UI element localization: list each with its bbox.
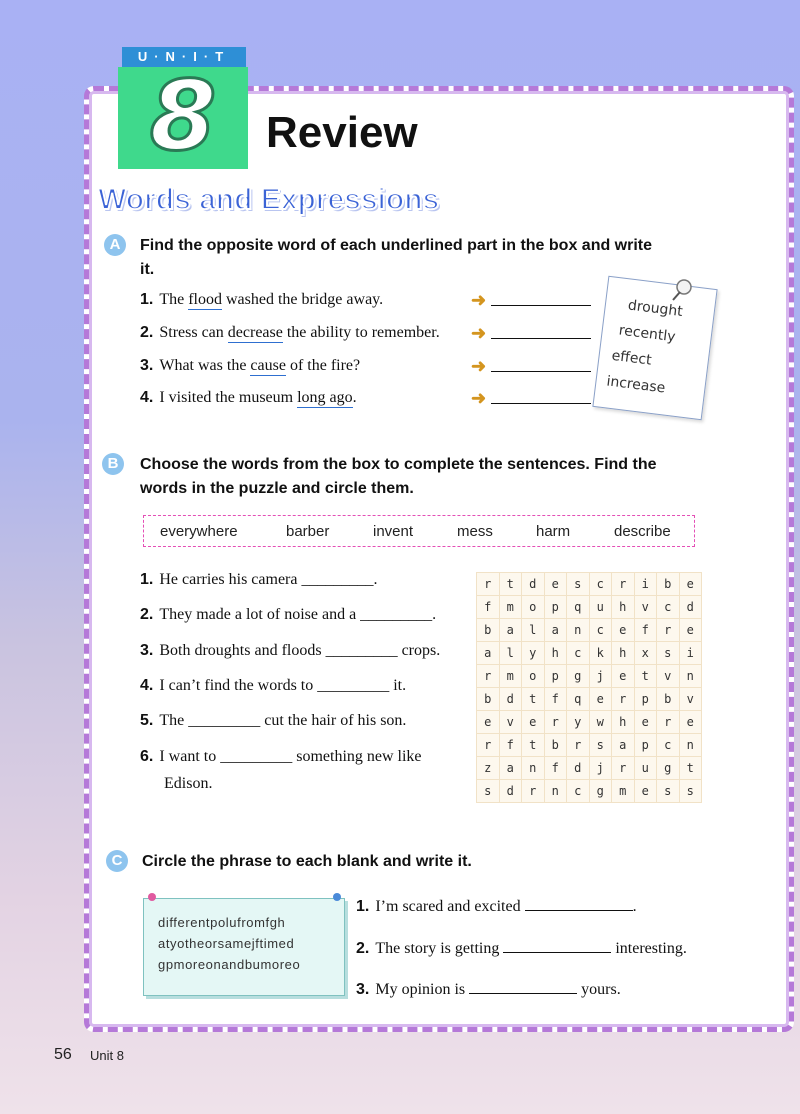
underlined-word: cause xyxy=(250,357,286,374)
puzzle-cell[interactable]: l xyxy=(522,619,545,642)
section-b-sentence-5 xyxy=(140,712,406,730)
puzzle-cell[interactable]: s xyxy=(679,780,702,803)
puzzle-cell[interactable]: r xyxy=(477,734,500,757)
section-a-instruction xyxy=(140,234,710,282)
puzzle-cell[interactable]: m xyxy=(612,780,635,803)
puzzle-cell[interactable]: e xyxy=(679,619,702,642)
puzzle-row xyxy=(477,688,702,711)
puzzle-cell[interactable]: b xyxy=(544,734,567,757)
answer-line-3[interactable] xyxy=(471,356,591,377)
item-text: yours. xyxy=(577,981,621,998)
puzzle-cell[interactable]: j xyxy=(589,757,612,780)
puzzle-cell[interactable]: v xyxy=(634,596,657,619)
puzzle-cell[interactable]: r xyxy=(567,734,590,757)
sentence-text: They made a lot of noise and a _________. xyxy=(159,606,437,623)
page-number: 56 xyxy=(54,1046,72,1063)
puzzle-cell[interactable]: a xyxy=(544,619,567,642)
item-text: of the fire? xyxy=(285,357,361,374)
answer-line-2[interactable] xyxy=(471,323,591,344)
blank[interactable] xyxy=(525,896,633,911)
puzzle-cell[interactable]: g xyxy=(567,665,590,688)
puzzle-cell[interactable]: e xyxy=(589,688,612,711)
puzzle-cell[interactable]: r xyxy=(477,665,500,688)
puzzle-cell[interactable]: e xyxy=(612,665,635,688)
puzzle-cell[interactable]: w xyxy=(589,711,612,734)
arrow-right-icon: ➜ xyxy=(471,356,487,376)
section-title: Words and Expressions xyxy=(98,183,440,216)
puzzle-cell[interactable]: t xyxy=(522,688,545,711)
puzzle-cell[interactable]: j xyxy=(589,665,612,688)
arrow-right-icon: ➜ xyxy=(471,323,487,343)
underlined-word: long ago xyxy=(297,389,353,406)
section-a-instruction-line2: it. xyxy=(140,261,155,278)
item-number: 4. xyxy=(140,389,154,406)
puzzle-cell[interactable]: r xyxy=(477,573,500,596)
puzzle-cell[interactable]: s xyxy=(567,573,590,596)
underlined-word: flood xyxy=(188,291,222,308)
puzzle-row xyxy=(477,734,702,757)
section-b-sentence-6-cont: Edison. xyxy=(164,775,213,792)
word-search-puzzle[interactable] xyxy=(476,572,702,803)
puzzle-cell[interactable]: c xyxy=(567,642,590,665)
section-c-item-1 xyxy=(356,896,637,916)
unit-number: 8 xyxy=(149,60,217,172)
note-word: recently xyxy=(617,322,677,346)
puzzle-cell[interactable]: c xyxy=(657,596,680,619)
section-b-sentence-4 xyxy=(140,677,406,695)
word-note xyxy=(592,276,717,420)
section-c-item-3 xyxy=(356,979,621,999)
item-number: 1. xyxy=(140,571,154,588)
puzzle-cell[interactable]: o xyxy=(522,596,545,619)
item-text: Stress can xyxy=(159,324,228,341)
section-b-sentence-3 xyxy=(140,642,440,660)
puzzle-cell[interactable]: o xyxy=(522,665,545,688)
puzzle-cell[interactable]: d xyxy=(499,688,522,711)
puzzle-cell[interactable]: m xyxy=(499,665,522,688)
puzzle-cell[interactable]: i xyxy=(679,642,702,665)
unit-label: U·N·I·T xyxy=(122,47,246,67)
puzzle-cell[interactable]: f xyxy=(499,734,522,757)
puzzle-cell[interactable]: r xyxy=(657,711,680,734)
puzzle-cell[interactable]: f xyxy=(544,688,567,711)
section-b-badge: B xyxy=(102,453,124,475)
puzzle-cell[interactable]: u xyxy=(634,757,657,780)
puzzle-cell[interactable]: r xyxy=(657,619,680,642)
puzzle-cell[interactable]: u xyxy=(589,596,612,619)
puzzle-cell[interactable]: n xyxy=(679,734,702,757)
item-number: 2. xyxy=(356,940,370,957)
answer-line-1[interactable] xyxy=(471,290,591,311)
blank[interactable] xyxy=(491,389,591,404)
puzzle-cell[interactable]: h xyxy=(612,642,635,665)
word-box-item: barber xyxy=(286,523,330,540)
pin-icon xyxy=(148,893,156,901)
item-text: I visited the museum xyxy=(159,389,298,406)
puzzle-cell[interactable]: s xyxy=(589,734,612,757)
sentence-text: He carries his camera _________. xyxy=(159,571,378,588)
puzzle-row xyxy=(477,619,702,642)
item-number: 6. xyxy=(140,748,154,765)
item-text: I’m scared and excited xyxy=(375,898,525,915)
sentence-text: The _________ cut the hair of his son. xyxy=(159,712,407,729)
puzzle-row xyxy=(477,596,702,619)
puzzle-cell[interactable]: f xyxy=(544,757,567,780)
item-number: 4. xyxy=(140,677,154,694)
puzzle-cell[interactable]: z xyxy=(477,757,500,780)
puzzle-cell[interactable]: v xyxy=(657,665,680,688)
item-number: 1. xyxy=(140,291,154,308)
item-text: . xyxy=(632,898,637,915)
puzzle-cell[interactable]: d xyxy=(679,596,702,619)
item-number: 3. xyxy=(140,642,154,659)
section-b-instruction-line2: words in the puzzle and circle them. xyxy=(140,480,414,497)
puzzle-cell[interactable]: e xyxy=(679,711,702,734)
puzzle-cell[interactable]: c xyxy=(589,619,612,642)
underlined-word: decrease xyxy=(227,324,283,341)
word-box-item: invent xyxy=(373,523,414,540)
section-c-item-2 xyxy=(356,938,687,958)
blank[interactable] xyxy=(491,291,591,306)
puzzle-cell[interactable]: p xyxy=(544,596,567,619)
sentence-text: I can’t find the words to _________ it. xyxy=(159,677,407,694)
puzzle-row xyxy=(477,665,702,688)
item-number: 2. xyxy=(140,606,154,623)
puzzle-cell[interactable]: r xyxy=(612,573,635,596)
puzzle-row xyxy=(477,711,702,734)
puzzle-row xyxy=(477,780,702,803)
puzzle-cell[interactable]: r xyxy=(544,711,567,734)
section-a-instruction-line1: Find the opposite word of each underlined part in the box and write xyxy=(140,237,653,254)
puzzle-cell[interactable]: g xyxy=(657,757,680,780)
puzzle-cell[interactable]: s xyxy=(657,780,680,803)
section-a-item-3 xyxy=(140,357,360,375)
puzzle-cell[interactable]: e xyxy=(634,780,657,803)
puzzle-cell[interactable]: d xyxy=(567,757,590,780)
item-number: 3. xyxy=(140,357,154,374)
item-text: The story is getting xyxy=(375,940,504,957)
puzzle-cell[interactable]: r xyxy=(612,688,635,711)
puzzle-row xyxy=(477,642,702,665)
puzzle-cell[interactable]: a xyxy=(477,642,500,665)
section-a-item-1 xyxy=(140,291,383,309)
puzzle-grid[interactable] xyxy=(476,572,702,803)
puzzle-cell[interactable]: q xyxy=(567,596,590,619)
sentence-text: Both droughts and floods _________ crops. xyxy=(159,642,441,659)
item-text: What was the xyxy=(159,357,251,374)
pin-icon xyxy=(333,893,341,901)
puzzle-cell[interactable]: t xyxy=(634,665,657,688)
puzzle-cell[interactable]: f xyxy=(477,596,500,619)
item-number: 1. xyxy=(356,898,370,915)
puzzle-cell[interactable]: e xyxy=(679,573,702,596)
puzzle-cell[interactable]: a xyxy=(499,619,522,642)
item-text: washed the bridge away. xyxy=(222,291,384,308)
puzzle-cell[interactable]: b xyxy=(657,688,680,711)
puzzle-cell[interactable]: q xyxy=(567,688,590,711)
section-b-sentence-2 xyxy=(140,606,436,624)
puzzle-cell[interactable]: t xyxy=(499,573,522,596)
section-c-instruction: Circle the phrase to each blank and write it. xyxy=(142,853,472,870)
puzzle-cell[interactable]: v xyxy=(679,688,702,711)
answer-line-4[interactable] xyxy=(471,388,591,409)
puzzle-cell[interactable]: h xyxy=(544,642,567,665)
puzzle-cell[interactable]: b xyxy=(477,688,500,711)
puzzle-cell[interactable]: a xyxy=(499,757,522,780)
section-c-badge: C xyxy=(106,850,128,872)
section-b-sentence-1 xyxy=(140,571,377,589)
paper-line: differentpolufromfgh xyxy=(158,915,286,930)
puzzle-cell[interactable]: h xyxy=(612,596,635,619)
puzzle-cell[interactable]: f xyxy=(634,619,657,642)
puzzle-cell[interactable]: p xyxy=(544,665,567,688)
puzzle-cell[interactable]: t xyxy=(522,734,545,757)
puzzle-cell[interactable]: e xyxy=(544,573,567,596)
blank[interactable] xyxy=(491,324,591,339)
puzzle-cell[interactable]: d xyxy=(522,573,545,596)
puzzle-cell[interactable]: v xyxy=(499,711,522,734)
arrow-right-icon: ➜ xyxy=(471,388,487,408)
note-word: effect xyxy=(610,347,653,369)
sentence-text: I want to _________ something new like xyxy=(159,748,422,765)
section-a-item-2 xyxy=(140,324,440,342)
puzzle-cell[interactable]: m xyxy=(499,596,522,619)
footer-unit: Unit 8 xyxy=(90,1048,124,1063)
paper-line: gpmoreonandbumoreo xyxy=(158,957,301,972)
puzzle-cell[interactable]: y xyxy=(567,711,590,734)
blank[interactable] xyxy=(491,357,591,372)
puzzle-cell[interactable]: d xyxy=(499,780,522,803)
puzzle-row xyxy=(477,757,702,780)
puzzle-cell[interactable]: c xyxy=(589,573,612,596)
phrase-paper xyxy=(143,898,345,996)
item-text: The xyxy=(159,291,189,308)
note-word: drought xyxy=(627,297,684,321)
word-box-item: mess xyxy=(457,523,493,540)
section-a-item-4 xyxy=(140,389,357,407)
word-box xyxy=(143,515,695,547)
section-b-sentence-6 xyxy=(140,748,422,766)
puzzle-cell[interactable]: n xyxy=(522,757,545,780)
puzzle-cell[interactable]: x xyxy=(634,642,657,665)
puzzle-row xyxy=(477,573,702,596)
puzzle-cell[interactable]: b xyxy=(657,573,680,596)
puzzle-cell[interactable]: r xyxy=(612,757,635,780)
item-text: . xyxy=(352,389,357,406)
note-word: increase xyxy=(605,373,667,397)
puzzle-cell[interactable]: e xyxy=(522,711,545,734)
pushpin-icon xyxy=(670,278,696,307)
section-b-instruction xyxy=(140,453,720,501)
section-b-instruction-line1: Choose the words from the box to complete the sentences. Find the xyxy=(140,456,657,473)
puzzle-cell[interactable]: g xyxy=(589,780,612,803)
puzzle-cell[interactable]: s xyxy=(477,780,500,803)
puzzle-cell[interactable]: n xyxy=(679,665,702,688)
paper-line: atyotheorsamejftimed xyxy=(158,936,295,951)
item-number: 2. xyxy=(140,324,154,341)
puzzle-cell[interactable]: i xyxy=(634,573,657,596)
puzzle-cell[interactable]: p xyxy=(634,688,657,711)
page-title: Review xyxy=(266,108,418,157)
blank[interactable] xyxy=(469,979,577,994)
puzzle-cell[interactable]: y xyxy=(522,642,545,665)
puzzle-cell[interactable]: e xyxy=(634,711,657,734)
puzzle-cell[interactable]: c xyxy=(567,780,590,803)
puzzle-cell[interactable]: n xyxy=(567,619,590,642)
puzzle-cell[interactable]: b xyxy=(477,619,500,642)
puzzle-cell[interactable]: s xyxy=(657,642,680,665)
puzzle-cell[interactable]: r xyxy=(522,780,545,803)
page-frame xyxy=(84,86,794,1032)
puzzle-cell[interactable]: e xyxy=(612,619,635,642)
item-number: 3. xyxy=(356,981,370,998)
item-text: My opinion is xyxy=(375,981,470,998)
puzzle-cell[interactable]: k xyxy=(589,642,612,665)
item-text: the ability to remember. xyxy=(282,324,440,341)
puzzle-cell[interactable]: n xyxy=(544,780,567,803)
puzzle-cell[interactable]: c xyxy=(657,734,680,757)
puzzle-cell[interactable]: l xyxy=(499,642,522,665)
word-box-item: everywhere xyxy=(160,523,238,540)
puzzle-cell[interactable]: t xyxy=(679,757,702,780)
word-box-item: harm xyxy=(536,523,571,540)
arrow-right-icon: ➜ xyxy=(471,290,487,310)
puzzle-cell[interactable]: p xyxy=(634,734,657,757)
puzzle-cell[interactable]: h xyxy=(612,711,635,734)
puzzle-cell[interactable]: e xyxy=(477,711,500,734)
word-box-item: describe xyxy=(614,523,671,540)
puzzle-cell[interactable]: a xyxy=(612,734,635,757)
blank[interactable] xyxy=(503,938,611,953)
item-text: interesting. xyxy=(611,940,687,957)
item-number: 5. xyxy=(140,712,154,729)
section-a-badge: A xyxy=(104,234,126,256)
